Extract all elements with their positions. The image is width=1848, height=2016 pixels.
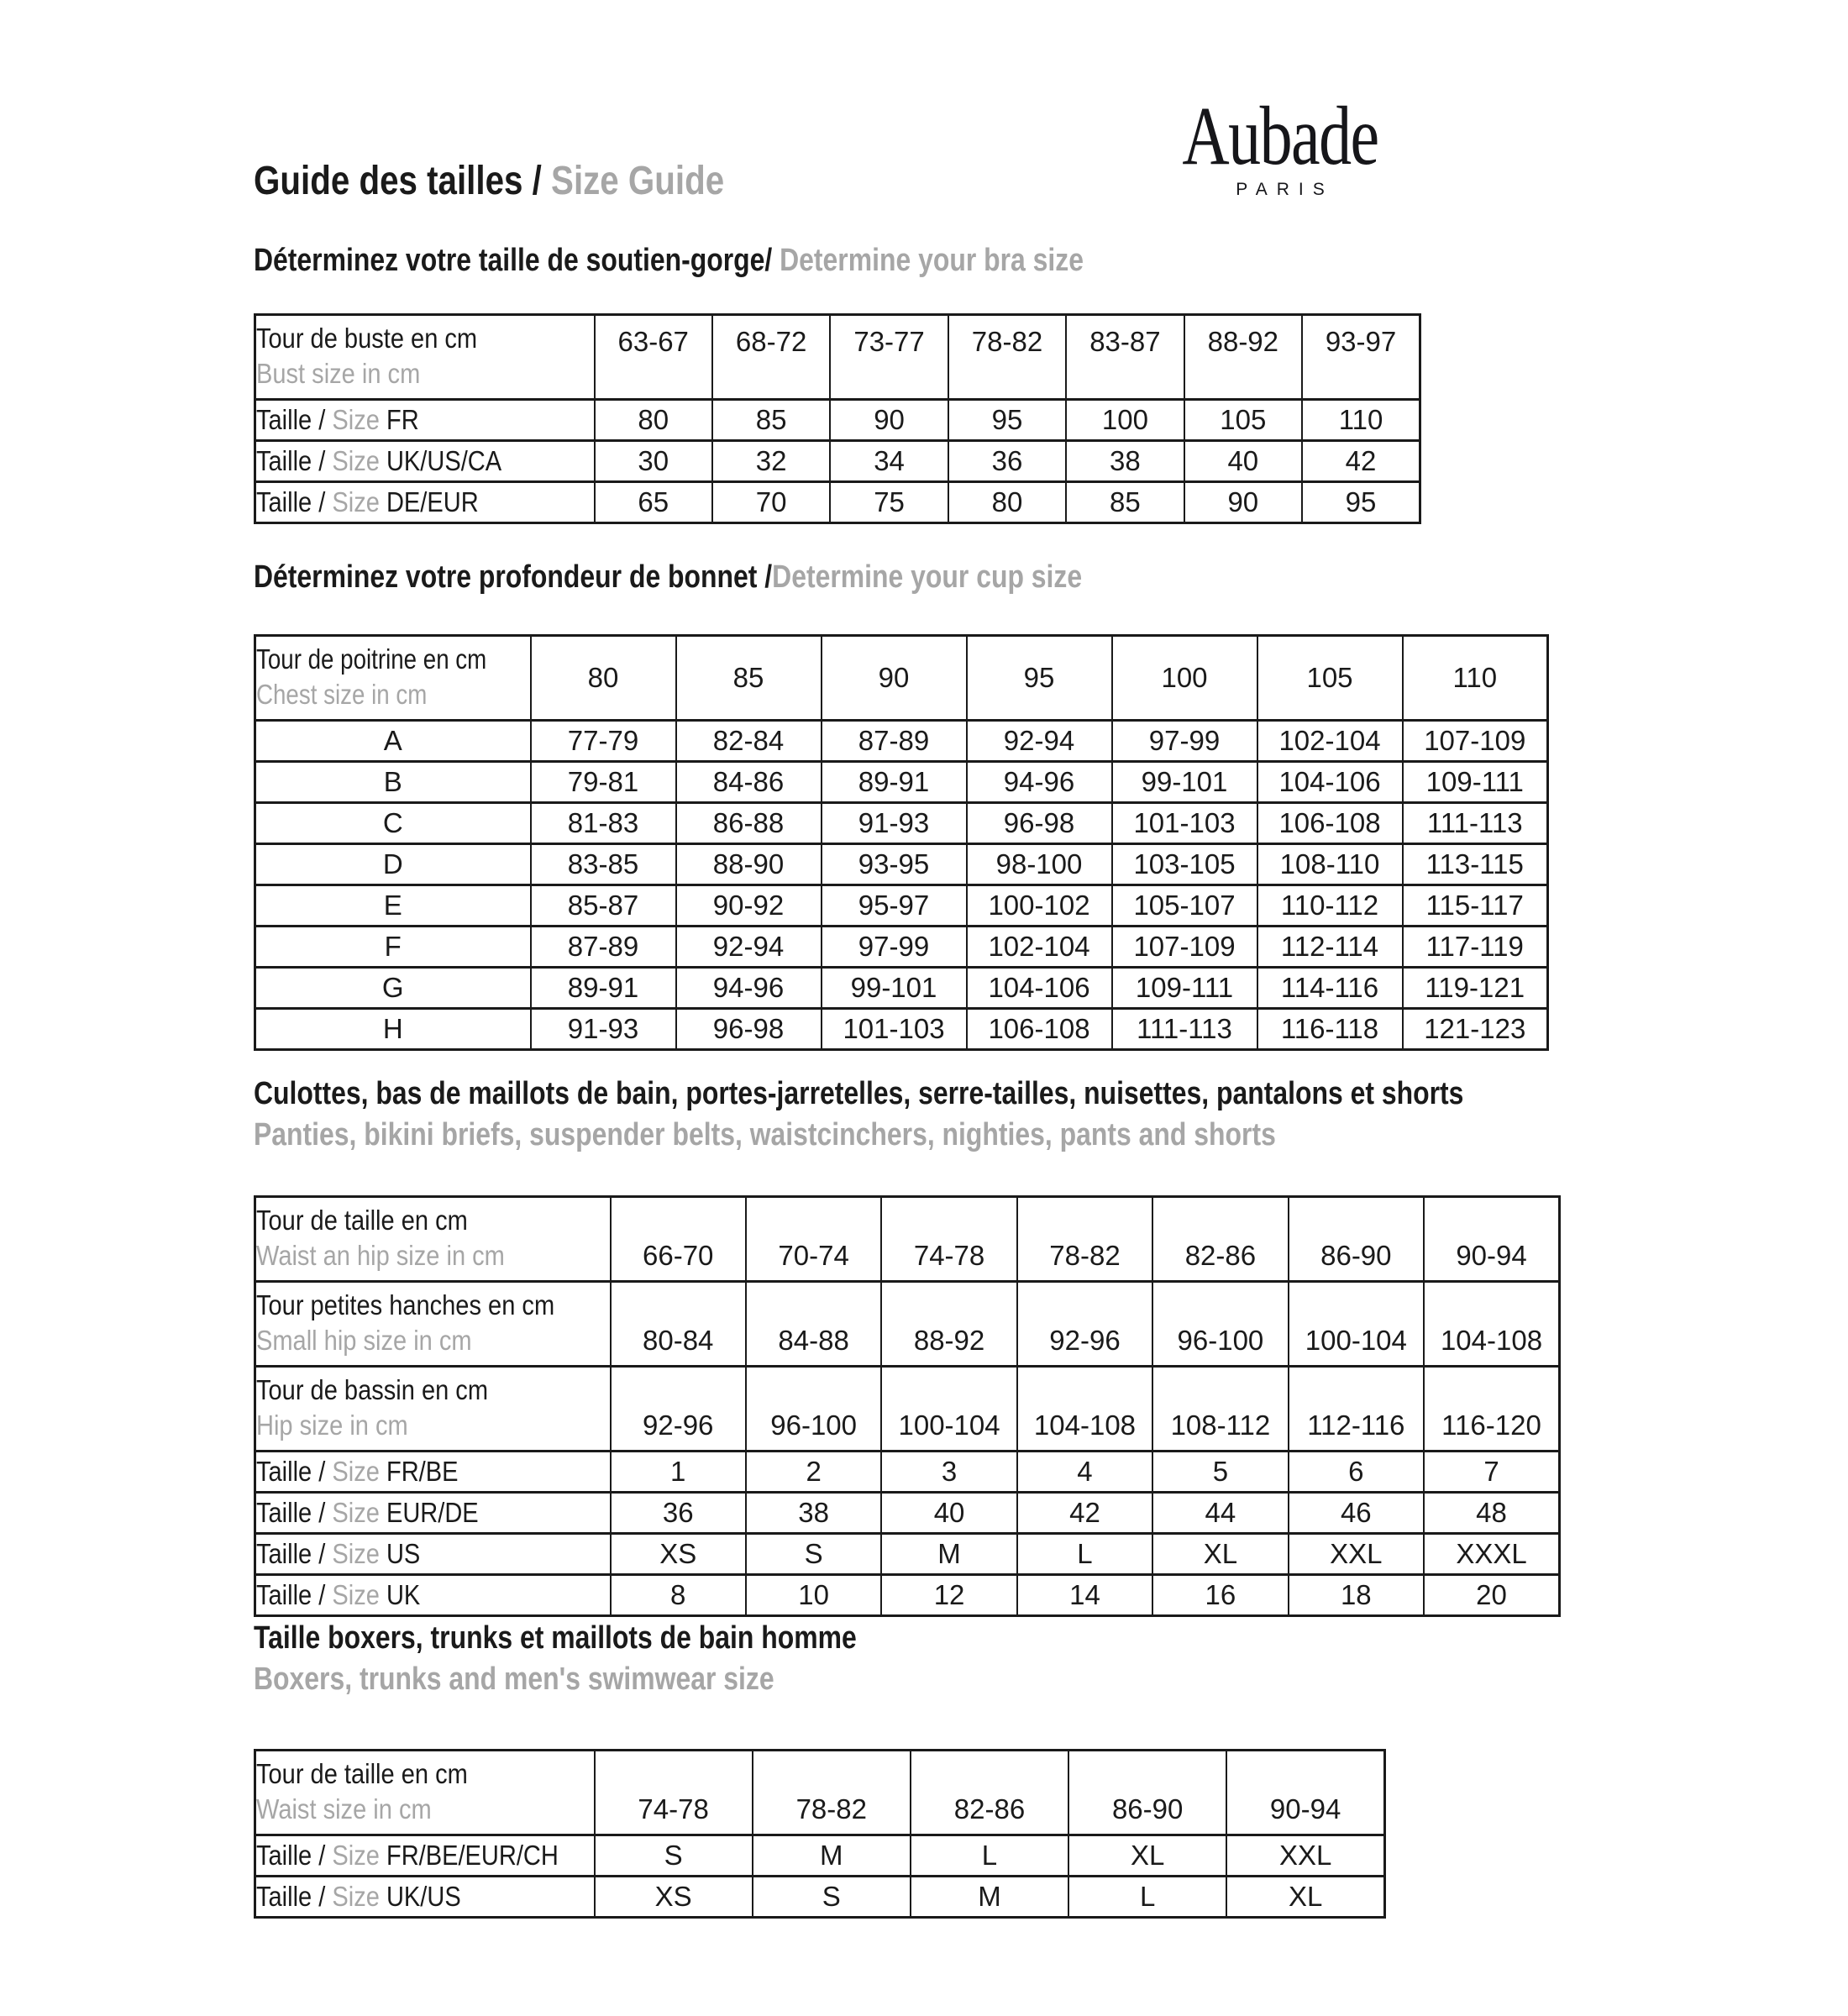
- table-cell: 82-86: [1152, 1197, 1288, 1282]
- row-label-fr: Tour de bassin en cm: [256, 1374, 489, 1405]
- table-cell: 89-91: [822, 762, 967, 803]
- table-cell: 74-78: [595, 1751, 753, 1835]
- table-cell: 113-115: [1403, 844, 1548, 885]
- table-cell: 75: [830, 482, 948, 523]
- table-cell: 82-86: [911, 1751, 1068, 1835]
- row-label: [255, 1452, 611, 1493]
- table-cell: XXXL: [1424, 1534, 1559, 1575]
- size-table-bottoms: [254, 1195, 1561, 1617]
- row-label-fr: Tour de taille en cm: [256, 1205, 468, 1236]
- table-cell: 86-88: [676, 803, 822, 844]
- label-region: DE/EUR: [379, 486, 479, 517]
- table-cell: XL: [1068, 1835, 1226, 1877]
- table-cell: 99-101: [822, 968, 967, 1009]
- table-row: [255, 482, 1420, 523]
- heading-bottoms-en: Panties, bikini briefs, suspender belts, waistcinchers, nighties, pants and shorts: [254, 1117, 1276, 1152]
- table-cell: 96-98: [676, 1009, 822, 1050]
- table-row: [255, 1751, 1385, 1835]
- table-cell: 109-111: [1403, 762, 1548, 803]
- heading-men-fr: Taille boxers, trunks et maillots de bain homme: [254, 1620, 857, 1656]
- table-row: [255, 1009, 1548, 1050]
- table-cell: 89-91: [531, 968, 676, 1009]
- table-cell: 108-112: [1152, 1367, 1288, 1452]
- table-cell: 78-82: [1017, 1197, 1152, 1282]
- label-size-word: Size: [332, 1538, 380, 1569]
- table-cell: 90: [822, 636, 967, 721]
- table-cell: 100-104: [881, 1367, 1016, 1452]
- table-cell: 98-100: [967, 844, 1112, 885]
- table-cell: 3: [881, 1452, 1016, 1493]
- table-cell: 85: [676, 636, 822, 721]
- table-cell: 101-103: [822, 1009, 967, 1050]
- table-row: [255, 315, 1420, 400]
- bottoms-size-table-container: [254, 1195, 1561, 1617]
- table-row: [255, 721, 1548, 762]
- table-cell: 4: [1017, 1452, 1152, 1493]
- row-label: [255, 1575, 611, 1616]
- table-cell: XS: [595, 1877, 753, 1918]
- row-label: C: [255, 803, 531, 844]
- table-cell: 14: [1017, 1575, 1152, 1616]
- label-size-word: Size: [332, 404, 380, 435]
- table-cell: 105-107: [1112, 885, 1257, 927]
- row-label-text: [256, 1456, 458, 1488]
- table-cell: 42: [1302, 441, 1420, 482]
- heading-bottoms-fr: Culottes, bas de maillots de bain, portes-jarretelles, serre-tailles, nuisettes, pantalons et shorts: [254, 1076, 1464, 1111]
- section-heading-men: [254, 1618, 857, 1700]
- label-prefix: Taille /: [256, 404, 333, 435]
- table-cell: 90: [1184, 482, 1302, 523]
- table-cell: 12: [881, 1575, 1016, 1616]
- table-cell: 88-92: [1184, 315, 1302, 400]
- row-label: B: [255, 762, 531, 803]
- table-cell: M: [911, 1877, 1068, 1918]
- table-cell: 70: [712, 482, 830, 523]
- table-cell: 34: [830, 441, 948, 482]
- table-cell: 107-109: [1403, 721, 1548, 762]
- label-region: UK: [379, 1579, 421, 1610]
- table-cell: S: [753, 1877, 911, 1918]
- table-cell: 95: [967, 636, 1112, 721]
- table-cell: XL: [1226, 1877, 1384, 1918]
- table-row: [255, 1534, 1560, 1575]
- table-cell: 91-93: [822, 803, 967, 844]
- table-cell: 104-108: [1424, 1282, 1559, 1367]
- table-cell: 85: [1066, 482, 1184, 523]
- label-region: EUR/DE: [379, 1497, 479, 1528]
- table-cell: 70-74: [746, 1197, 881, 1282]
- row-label-en: Small hip size in cm: [256, 1325, 472, 1356]
- page-title-fr: Guide des tailles /: [254, 159, 552, 203]
- table-row: [255, 885, 1548, 927]
- table-cell: 106-108: [1257, 803, 1403, 844]
- table-cell: 8: [611, 1575, 746, 1616]
- table-cell: M: [881, 1534, 1016, 1575]
- table-row: [255, 636, 1548, 721]
- table-cell: 99-101: [1112, 762, 1257, 803]
- table-row: [255, 1282, 1560, 1367]
- table-cell: 100: [1066, 400, 1184, 441]
- label-size-word: Size: [332, 1497, 380, 1528]
- table-cell: 100-102: [967, 885, 1112, 927]
- page-title: [254, 160, 724, 203]
- table-row: [255, 441, 1420, 482]
- size-table-bust: [254, 313, 1421, 524]
- table-cell: XL: [1152, 1534, 1288, 1575]
- label-prefix: Taille /: [256, 486, 333, 517]
- table-cell: 83-85: [531, 844, 676, 885]
- table-cell: 84-88: [746, 1282, 881, 1367]
- row-label-text: [256, 404, 419, 436]
- table-cell: 117-119: [1403, 927, 1548, 968]
- table-cell: 91-93: [531, 1009, 676, 1050]
- logo-city-label: PARIS: [1236, 180, 1334, 199]
- table-cell: 105: [1257, 636, 1403, 721]
- table-cell: 83-87: [1066, 315, 1184, 400]
- row-label-en: Hip size in cm: [256, 1410, 408, 1441]
- table-cell: 32: [712, 441, 830, 482]
- table-cell: 110: [1302, 400, 1420, 441]
- row-label: G: [255, 968, 531, 1009]
- table-row: [255, 400, 1420, 441]
- label-prefix: Taille /: [256, 1456, 333, 1487]
- table-cell: 92-96: [611, 1367, 746, 1452]
- page-title-en: Size Guide: [551, 159, 725, 203]
- table-cell: 102-104: [1257, 721, 1403, 762]
- table-cell: 80-84: [611, 1282, 746, 1367]
- table-cell: 18: [1289, 1575, 1424, 1616]
- label-region: US: [379, 1538, 421, 1569]
- table-cell: 16: [1152, 1575, 1288, 1616]
- table-cell: 86-90: [1289, 1197, 1424, 1282]
- section-heading-bra: [254, 240, 1084, 281]
- table-cell: 100-104: [1289, 1282, 1424, 1367]
- table-cell: 40: [1184, 441, 1302, 482]
- table-cell: 100: [1112, 636, 1257, 721]
- table-cell: 107-109: [1112, 927, 1257, 968]
- label-size-word: Size: [332, 1456, 380, 1487]
- table-cell: 116-118: [1257, 1009, 1403, 1050]
- table-cell: 1: [611, 1452, 746, 1493]
- table-cell: L: [911, 1835, 1068, 1877]
- table-cell: 7: [1424, 1452, 1559, 1493]
- table-cell: 78-82: [948, 315, 1066, 400]
- table-row: [255, 762, 1548, 803]
- row-label: [255, 1493, 611, 1534]
- table-cell: 93-97: [1302, 315, 1420, 400]
- table-cell: 5: [1152, 1452, 1288, 1493]
- heading-bra-fr: Déterminez votre taille de soutien-gorge/: [254, 243, 773, 278]
- table-cell: 96-98: [967, 803, 1112, 844]
- row-label-text: [256, 1579, 420, 1611]
- table-cell: 92-94: [676, 927, 822, 968]
- table-cell: 68-72: [712, 315, 830, 400]
- table-cell: 65: [595, 482, 712, 523]
- row-label-fr: Tour de poitrine en cm: [256, 643, 487, 675]
- table-cell: 66-70: [611, 1197, 746, 1282]
- table-cell: 87-89: [531, 927, 676, 968]
- table-cell: 105: [1184, 400, 1302, 441]
- row-label: F: [255, 927, 531, 968]
- row-label: [255, 400, 595, 441]
- table-cell: 108-110: [1257, 844, 1403, 885]
- table-cell: 82-84: [676, 721, 822, 762]
- table-cell: 97-99: [1112, 721, 1257, 762]
- label-size-word: Size: [332, 445, 380, 476]
- label-prefix: Taille /: [256, 1840, 333, 1871]
- table-cell: 77-79: [531, 721, 676, 762]
- table-cell: 101-103: [1112, 803, 1257, 844]
- label-size-word: Size: [332, 486, 380, 517]
- table-cell: 6: [1289, 1452, 1424, 1493]
- table-cell: 85: [712, 400, 830, 441]
- table-cell: 46: [1289, 1493, 1424, 1534]
- table-cell: 111-113: [1112, 1009, 1257, 1050]
- heading-cup-fr: Déterminez votre profondeur de bonnet /: [254, 559, 773, 595]
- row-label: A: [255, 721, 531, 762]
- aubade-logo: [1154, 89, 1406, 200]
- row-label: [255, 1877, 595, 1918]
- row-label-en: Waist size in cm: [256, 1793, 432, 1824]
- table-cell: S: [746, 1534, 881, 1575]
- table-cell: 90: [830, 400, 948, 441]
- row-label-text: [256, 445, 501, 477]
- table-cell: 36: [611, 1493, 746, 1534]
- table-cell: 74-78: [881, 1197, 1016, 1282]
- cup-size-table-container: [254, 634, 1549, 1051]
- table-cell: 40: [881, 1493, 1016, 1534]
- table-cell: 79-81: [531, 762, 676, 803]
- table-cell: 112-114: [1257, 927, 1403, 968]
- row-label-text: [256, 1881, 461, 1913]
- table-cell: 48: [1424, 1493, 1559, 1534]
- label-size-word: Size: [332, 1840, 380, 1871]
- table-row: [255, 968, 1548, 1009]
- table-row: [255, 1493, 1560, 1534]
- table-cell: XXL: [1289, 1534, 1424, 1575]
- table-cell: 90-92: [676, 885, 822, 927]
- table-row: [255, 1877, 1385, 1918]
- label-region: UK/US/CA: [379, 445, 502, 476]
- row-label: [255, 315, 595, 400]
- row-label: [255, 441, 595, 482]
- table-cell: 94-96: [967, 762, 1112, 803]
- table-cell: 112-116: [1289, 1367, 1424, 1452]
- table-cell: 90-94: [1424, 1197, 1559, 1282]
- table-cell: 95-97: [822, 885, 967, 927]
- table-cell: 36: [948, 441, 1066, 482]
- table-cell: 104-108: [1017, 1367, 1152, 1452]
- table-cell: 121-123: [1403, 1009, 1548, 1050]
- table-cell: 96-100: [746, 1367, 881, 1452]
- row-label: D: [255, 844, 531, 885]
- table-cell: 44: [1152, 1493, 1288, 1534]
- table-cell: 95: [1302, 482, 1420, 523]
- table-cell: 106-108: [967, 1009, 1112, 1050]
- table-cell: 119-121: [1403, 968, 1548, 1009]
- table-row: [255, 1367, 1560, 1452]
- table-cell: 73-77: [830, 315, 948, 400]
- table-cell: 85-87: [531, 885, 676, 927]
- row-label: H: [255, 1009, 531, 1050]
- table-cell: 86-90: [1068, 1751, 1226, 1835]
- table-cell: 42: [1017, 1493, 1152, 1534]
- table-cell: 93-95: [822, 844, 967, 885]
- size-table-men: [254, 1749, 1386, 1919]
- table-cell: 2: [746, 1452, 881, 1493]
- label-region: FR/BE/EUR/CH: [379, 1840, 559, 1871]
- table-cell: 38: [1066, 441, 1184, 482]
- table-cell: L: [1068, 1877, 1226, 1918]
- section-heading-cup: [254, 557, 1082, 598]
- table-cell: S: [595, 1835, 753, 1877]
- table-cell: 80: [595, 400, 712, 441]
- row-label-fr: Tour petites hanches en cm: [256, 1289, 555, 1320]
- table-cell: XXL: [1226, 1835, 1384, 1877]
- table-cell: 103-105: [1112, 844, 1257, 885]
- table-cell: 110-112: [1257, 885, 1403, 927]
- row-label-text: [256, 1497, 479, 1529]
- men-size-table-container: [254, 1749, 1386, 1919]
- row-label: [255, 1197, 611, 1282]
- table-cell: 38: [746, 1493, 881, 1534]
- row-label: [255, 482, 595, 523]
- table-cell: 88-90: [676, 844, 822, 885]
- table-cell: 78-82: [753, 1751, 911, 1835]
- row-label: E: [255, 885, 531, 927]
- table-row: [255, 1452, 1560, 1493]
- label-region: FR: [379, 404, 419, 435]
- table-row: [255, 803, 1548, 844]
- table-row: [255, 1575, 1560, 1616]
- label-prefix: Taille /: [256, 1538, 333, 1569]
- table-row: [255, 1835, 1385, 1877]
- bra-size-table-container: [254, 313, 1421, 524]
- section-heading-bottoms: [254, 1074, 1463, 1156]
- table-cell: 110: [1403, 636, 1548, 721]
- table-cell: 90-94: [1226, 1751, 1384, 1835]
- table-cell: 114-116: [1257, 968, 1403, 1009]
- row-label-en: Bust size in cm: [256, 358, 421, 389]
- label-prefix: Taille /: [256, 1579, 333, 1610]
- table-cell: 104-106: [1257, 762, 1403, 803]
- table-cell: 10: [746, 1575, 881, 1616]
- table-cell: M: [753, 1835, 911, 1877]
- table-cell: 80: [948, 482, 1066, 523]
- table-cell: 87-89: [822, 721, 967, 762]
- row-label-fr: Tour de buste en cm: [256, 323, 478, 354]
- row-label: [255, 1367, 611, 1452]
- label-size-word: Size: [332, 1579, 380, 1610]
- row-label: [255, 636, 531, 721]
- label-region: FR/BE: [379, 1456, 459, 1487]
- table-cell: 94-96: [676, 968, 822, 1009]
- row-label-text: [256, 1840, 559, 1872]
- table-cell: 95: [948, 400, 1066, 441]
- row-label: [255, 1835, 595, 1877]
- table-cell: 80: [531, 636, 676, 721]
- row-label-text: [256, 486, 479, 518]
- row-label: [255, 1751, 595, 1835]
- row-label-en: Chest size in cm: [256, 679, 428, 710]
- label-prefix: Taille /: [256, 1497, 333, 1528]
- row-label: [255, 1282, 611, 1367]
- table-cell: 92-96: [1017, 1282, 1152, 1367]
- label-region: UK/US: [379, 1881, 461, 1912]
- label-prefix: Taille /: [256, 445, 333, 476]
- label-prefix: Taille /: [256, 1881, 333, 1912]
- table-cell: 109-111: [1112, 968, 1257, 1009]
- table-cell: 63-67: [595, 315, 712, 400]
- table-cell: 81-83: [531, 803, 676, 844]
- row-label-en: Waist an hip size in cm: [256, 1240, 505, 1271]
- table-cell: XS: [611, 1534, 746, 1575]
- label-size-word: Size: [332, 1881, 380, 1912]
- row-label-text: [256, 1538, 420, 1570]
- table-cell: 84-86: [676, 762, 822, 803]
- table-cell: 115-117: [1403, 885, 1548, 927]
- table-cell: 111-113: [1403, 803, 1548, 844]
- table-cell: 30: [595, 441, 712, 482]
- table-cell: 88-92: [881, 1282, 1016, 1367]
- heading-bra-en: Determine your bra size: [772, 243, 1084, 278]
- table-cell: 116-120: [1424, 1367, 1559, 1452]
- table-cell: 96-100: [1152, 1282, 1288, 1367]
- table-cell: 92-94: [967, 721, 1112, 762]
- table-cell: L: [1017, 1534, 1152, 1575]
- table-cell: 104-106: [967, 968, 1112, 1009]
- table-cell: 102-104: [967, 927, 1112, 968]
- logo-wordmark: Aubade: [1182, 89, 1378, 182]
- table-cell: 97-99: [822, 927, 967, 968]
- table-row: [255, 1197, 1560, 1282]
- row-label-fr: Tour de taille en cm: [256, 1758, 468, 1789]
- table-cell: 20: [1424, 1575, 1559, 1616]
- heading-cup-en: Determine your cup size: [772, 559, 1083, 595]
- table-row: [255, 844, 1548, 885]
- row-label: [255, 1534, 611, 1575]
- table-row: [255, 927, 1548, 968]
- heading-men-en: Boxers, trunks and men's swimwear size: [254, 1662, 774, 1697]
- size-table-cup: [254, 634, 1549, 1051]
